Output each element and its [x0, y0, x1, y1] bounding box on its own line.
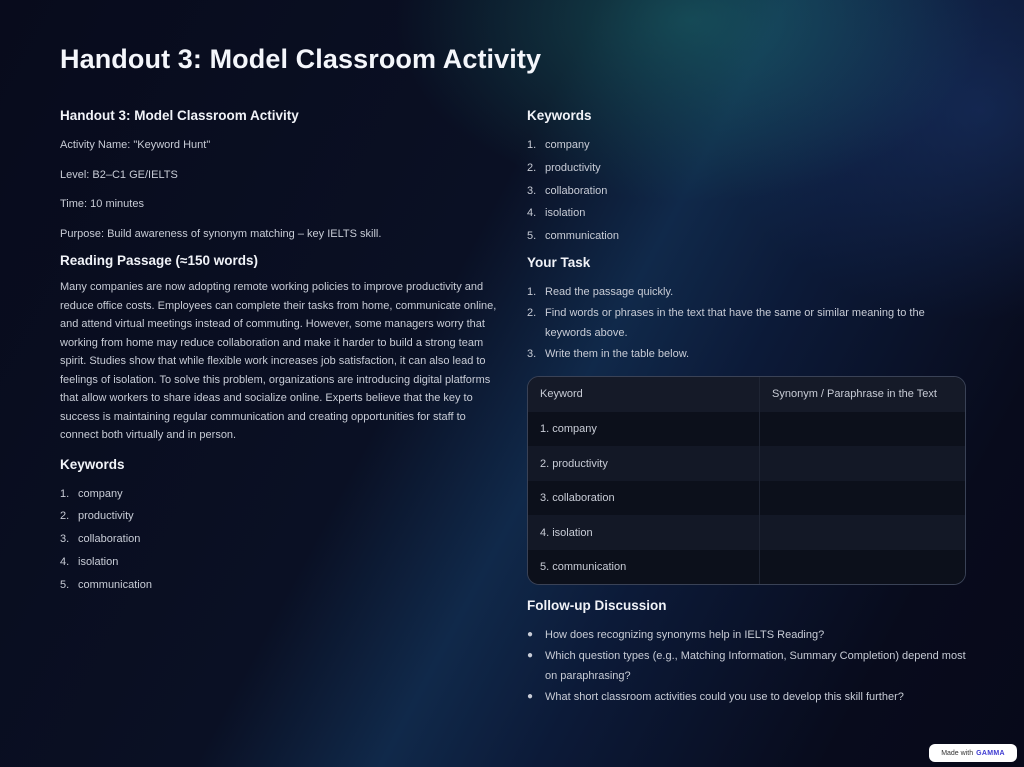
list-item: 1. company — [60, 487, 123, 500]
activity-purpose: Purpose: Build awareness of synonym matching – key IELTS skill. — [60, 227, 382, 240]
task-list — [527, 282, 967, 364]
discussion-heading: Follow-up Discussion — [527, 598, 667, 614]
list-item: 4. isolation — [60, 555, 119, 568]
keywords-heading-right: Keywords — [527, 108, 592, 123]
list-item: 1. Read the passage quickly. — [527, 285, 674, 298]
list-item: ● Which question types (e.g., Matching Information, Summary Completion) depend most on paraphrasing? — [527, 646, 967, 686]
activity-heading: Handout 3: Model Classroom Activity — [60, 108, 299, 123]
right-column — [527, 108, 967, 708]
left-column — [60, 108, 500, 599]
table-row — [528, 481, 965, 516]
table-cell-synonym[interactable] — [760, 446, 965, 481]
list-item: 2. productivity — [60, 510, 134, 523]
page-title: Handout 3: Model Classroom Activity — [60, 44, 542, 74]
table-cell-keyword: 3. collaboration — [528, 481, 760, 516]
table-cell-keyword: 2. productivity — [528, 446, 760, 481]
table-cell-keyword: 5. communication — [528, 550, 760, 585]
list-item: 2. productivity — [527, 161, 601, 174]
list-item: 1. company — [527, 139, 590, 151]
table-row — [528, 412, 965, 447]
passage-heading: Reading Passage (≈150 words) — [60, 253, 258, 268]
table-cell-synonym[interactable] — [760, 481, 965, 516]
made-with-gamma-badge[interactable] — [929, 744, 1017, 762]
list-item: 3. collaboration — [60, 533, 141, 546]
bullet-icon: ● — [527, 650, 534, 662]
table-row — [528, 515, 965, 550]
bullet-icon: ● — [527, 629, 534, 641]
table-cell-synonym[interactable] — [760, 412, 965, 447]
list-item: 5. communication — [60, 578, 152, 591]
keywords-list-left — [60, 486, 500, 600]
list-item: 3. Write them in the table below. — [527, 347, 690, 360]
list-item: 4. isolation — [527, 207, 586, 220]
activity-name: Activity Name: "Keyword Hunt" — [60, 139, 211, 151]
task-heading: Your Task — [527, 254, 591, 270]
table-cell-keyword: 4. isolation — [528, 515, 760, 550]
reading-passage: Many companies are now adopting remote working policies to improve productivity and reduce office costs. Employees can complete their tasks from home, communicate online, and attend virtual meetings instead of commuting. However, some managers worry that working from home may reduce collaboration and make it harder to build a strong team spirit. Studies show that while flexible work increases job satisfaction, it can also lead to feelings of isolation. To solve this problem, organizations are introducing digital platforms that allow workers to share ideas and socialize online. Experts believe that the key to success is maintaining regular communication and creating opportunities for staff to connect both virtually and in person. — [60, 281, 497, 441]
list-item: ● What short classroom activities could you use to develop this skill further? — [527, 687, 967, 707]
table-row — [528, 446, 965, 481]
synonym-table — [527, 376, 966, 586]
table-cell-synonym[interactable] — [760, 515, 965, 550]
badge-prefix: Made with — [941, 749, 974, 757]
activity-level: Level: B2–C1 GE/IELTS — [60, 168, 178, 181]
table-row — [528, 550, 965, 585]
table-cell-synonym[interactable] — [760, 550, 965, 585]
list-item: 2. Find words or phrases in the text that have the same or similar meaning to the keywords above. — [527, 306, 925, 339]
discussion-list — [527, 625, 967, 707]
activity-time: Time: 10 minutes — [60, 198, 144, 210]
table-header-row — [528, 377, 965, 412]
table-header-synonym: Synonym / Paraphrase in the Text — [772, 388, 937, 401]
list-item: 5. communication — [527, 230, 619, 243]
keywords-heading-left: Keywords — [60, 456, 125, 472]
table-cell-keyword: 1. company — [528, 412, 760, 447]
gamma-logo: GAMMA — [976, 749, 1005, 757]
keywords-list-right — [527, 137, 967, 251]
list-item: 3. collaboration — [527, 184, 608, 197]
activity-meta — [60, 137, 500, 255]
list-item: ● How does recognizing synonyms help in IELTS Reading? — [527, 625, 967, 645]
table-header-keyword: Keyword — [528, 377, 760, 412]
bullet-icon: ● — [527, 691, 534, 703]
